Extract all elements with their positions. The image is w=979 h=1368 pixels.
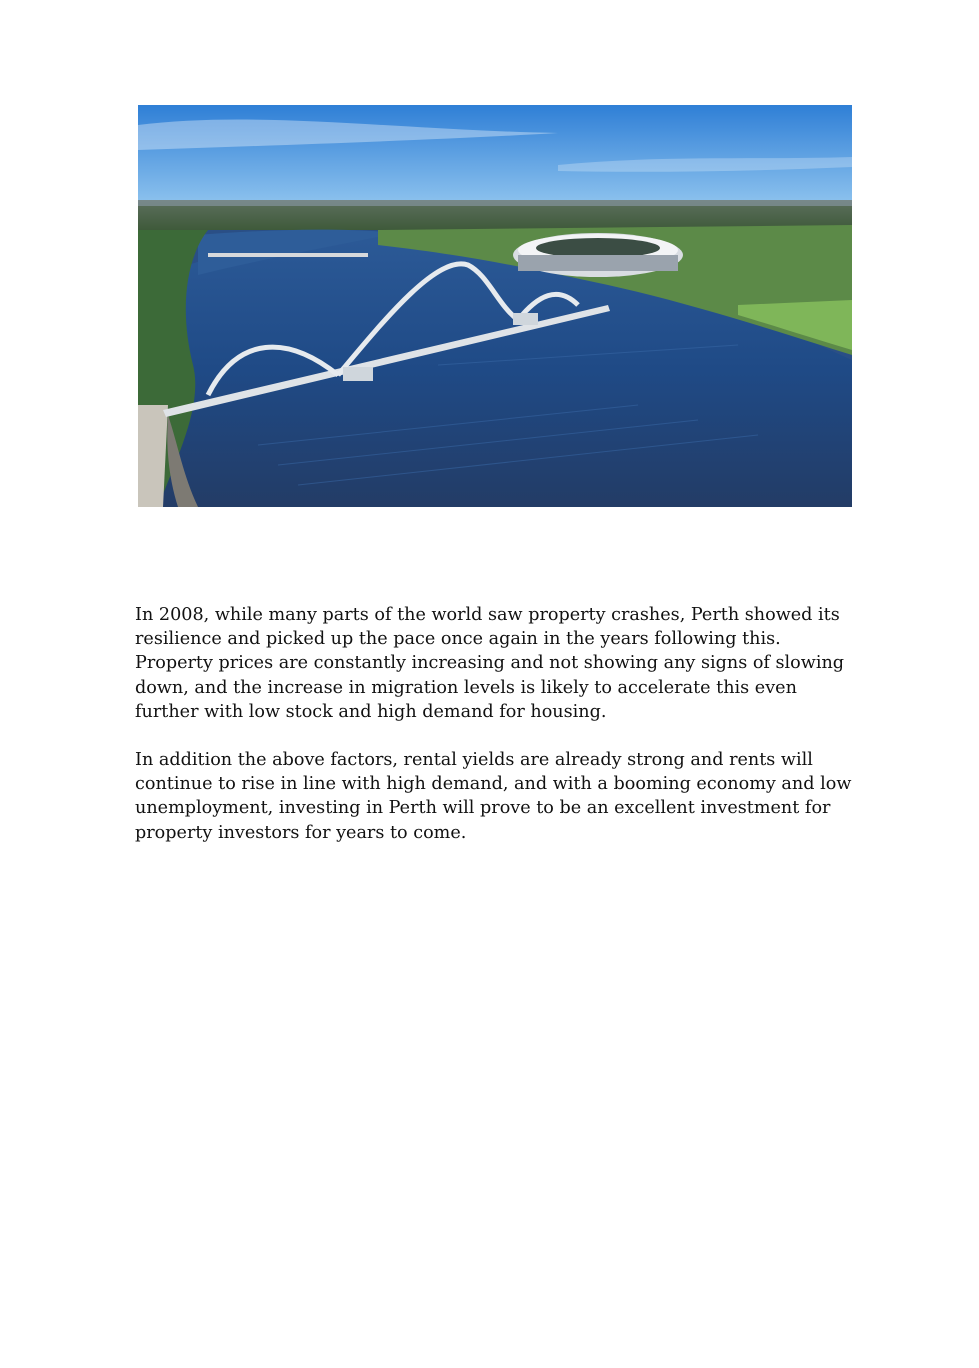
paragraph-1: In 2008, while many parts of the world saw property crashes, Perth showed its resilience and picked up the pace once again in the years following this. Property prices are constantly increasing and not showing any signs of slowing down, and the increase in migration levels is likely to accelerate this even further with low stock and high demand for housing. (135, 605, 845, 722)
paragraph-2: In addition the above factors, rental yields are already strong and rents will continue to rise in line with high demand, and with a booming economy and low unemployment, investing in Perth will prove to be an excellent investment for property investors for years to come. (135, 750, 852, 843)
body-text (135, 603, 855, 869)
aerial-photo (138, 105, 852, 507)
